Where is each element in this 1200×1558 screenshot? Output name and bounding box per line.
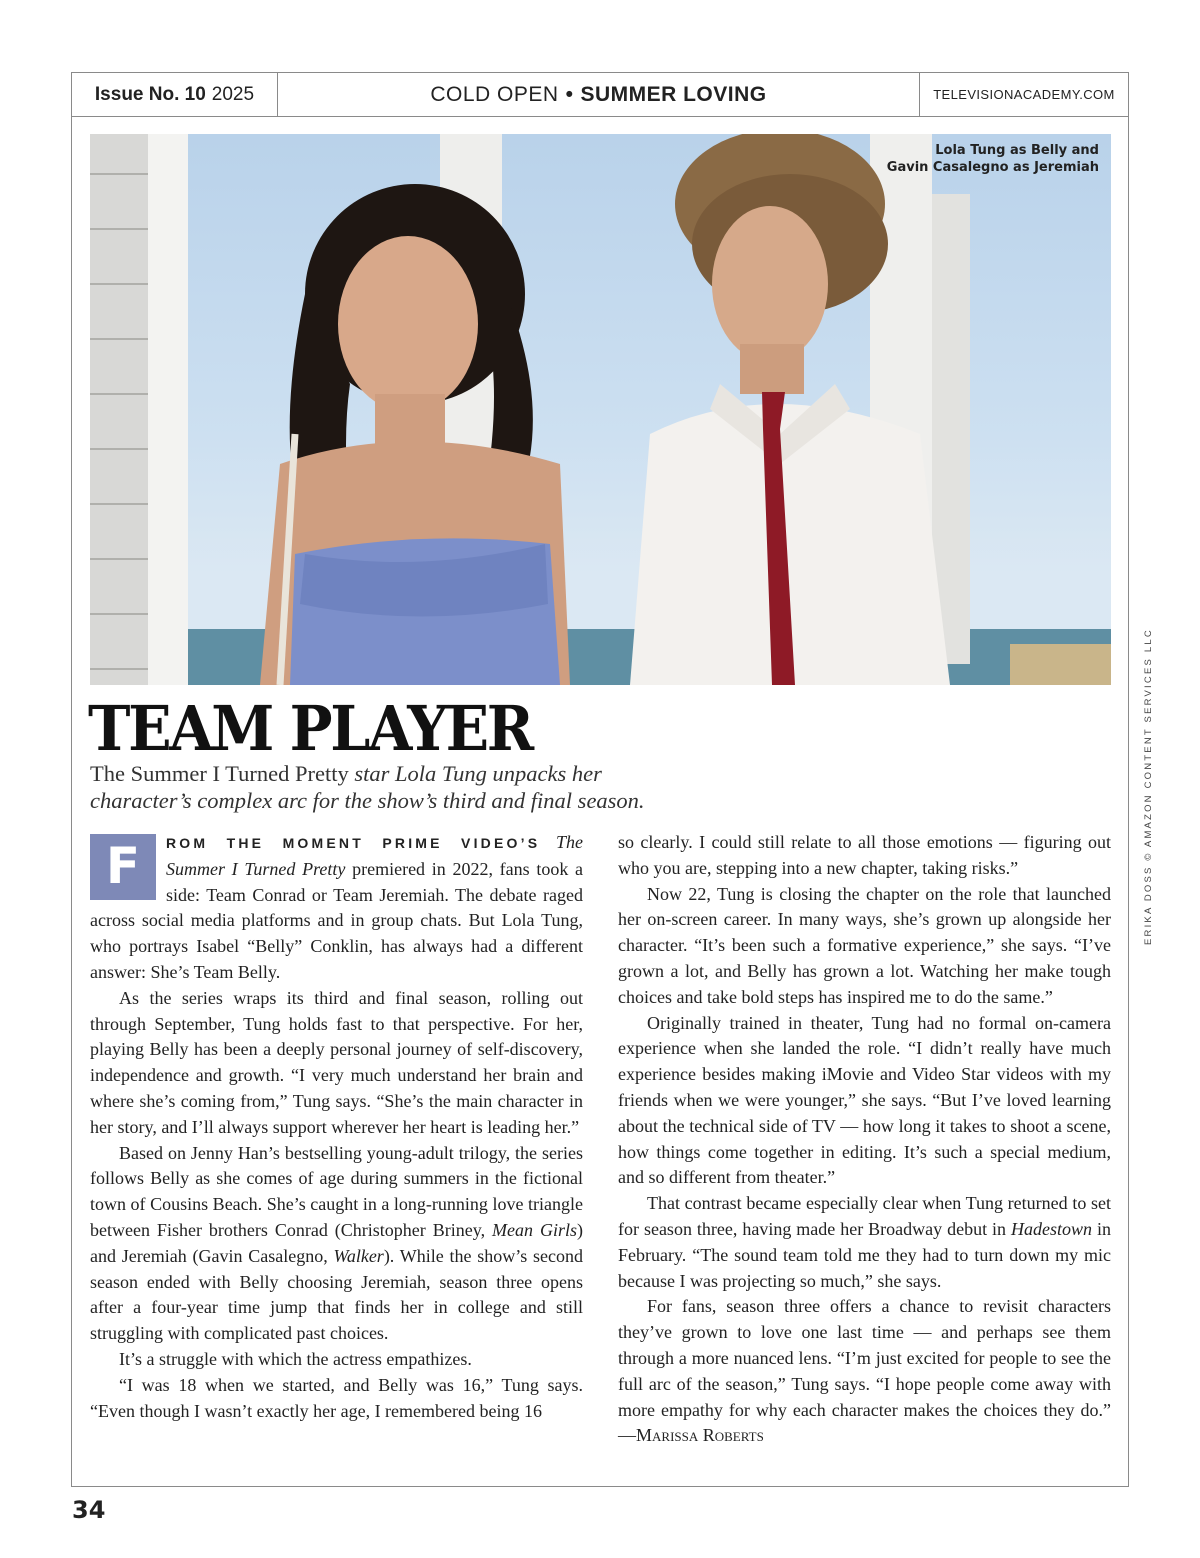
paragraph-1-text: premiered in 2022, fans took a side: Team Conrad or Team Jeremiah. The debate raged across social media platforms and in group chats. But Lola Tung, who portrays Isabel “Belly” Conklin, has always had a different answer: She’s Team Belly. xyxy=(90,858,584,982)
byline: Marissa Roberts xyxy=(636,1425,764,1446)
paragraph-2: As the series wraps its third and final season, rolling out through September, Tung holds fast to that perspective. For her, playing Belly has been a deeply personal journey of self-discovery, independence and growth. “I very much understand her brain and where she’s coming from,” Tung says. “She’s the main character in her story, and I’ll always support wherever her heart is leading her.” xyxy=(90,987,583,1137)
hero-photo-illustration xyxy=(90,134,1111,685)
issue-number: Issue No. 10 xyxy=(94,83,206,105)
paragraph-9 xyxy=(618,1294,1111,1449)
headline: TEAM PLAYER xyxy=(88,692,532,765)
paragraph-8-text-a: That contrast became especially clear when Tung returned to set for season three, having made her Broadway debut in xyxy=(618,1193,1111,1239)
title-hadestown: Hadestown xyxy=(1011,1218,1093,1239)
drop-cap: F xyxy=(90,834,156,900)
paragraph-4: It’s a struggle with which the actress empathizes. xyxy=(119,1348,472,1369)
paragraph-9-text: For fans, season three offers a chance to revisit characters they’ve grown to love one last time — and perhaps see them through a more nuanced lens. “I’m just excited for people to see the full arc of the season,” Tung says. “I hope people come away with more empathy for why each character makes the choices they do.” — xyxy=(618,1296,1111,1446)
paragraph-7: Originally trained in theater, Tung had no formal on-camera experience when she landed the role. “I didn’t really have much experience besides making iMovie and Video Star videos with my friends when we were younger,” she says. “But I’ve loved learning about the technical side of TV — how long it takes to shoot a scene, how things come together in editing. It’s such a special medium, and so different from theater.” xyxy=(618,1012,1111,1188)
deck-line-2: character’s complex arc for the show’s third and final season. xyxy=(90,788,645,813)
photo-caption xyxy=(887,142,1099,176)
header-bar xyxy=(71,72,1129,117)
paragraph-3-text-c: ). While the show’s second season ended with Belly choosing Jeremiah, season three opens after a four-year time jump that finds her in college and still struggling with complicated past choices. xyxy=(90,1245,583,1344)
deck xyxy=(90,760,690,814)
deck-show-title: The Summer I Turned Pretty xyxy=(90,761,349,786)
caption-line-1: Lola Tung as Belly and xyxy=(935,143,1099,158)
issue-label xyxy=(72,73,278,116)
paragraph-3-text-a: Based on Jenny Han’s bestselling young-adult trilogy, the series follows Belly as she comes of age during summers in the fictional town of Cousins Beach. She’s caught in a long-running love triangle between Fisher brothers Conrad (Christopher Briney, xyxy=(90,1142,583,1240)
paragraph-8-text-b: in February. “The sound team told me they had to turn down my mic because I was projecting so much,” she says. xyxy=(618,1218,1111,1291)
paragraph-8 xyxy=(618,1191,1111,1294)
site-link[interactable]: TELEVISIONACADEMY.COM xyxy=(933,87,1115,102)
issue-year: 2025 xyxy=(211,83,255,105)
title-mean-girls: Mean Girls xyxy=(492,1219,578,1240)
paragraph-5-continued: so clearly. I could still relate to all those emotions — figuring out who you are, stepping into a new chapter, taking risks.” xyxy=(618,832,1111,878)
section-title: SUMMER LOVING xyxy=(580,82,767,106)
paragraph-3-text-b: ) and Jeremiah (Gavin Casalegno, xyxy=(90,1219,584,1266)
lead-in-caps: ROM THE MOMENT PRIME VIDEO’S xyxy=(166,835,541,851)
section-label xyxy=(278,73,920,116)
deck-line-1: star Lola Tung unpacks her xyxy=(348,761,602,786)
paragraph-3 xyxy=(90,1141,583,1347)
article-column-right xyxy=(618,830,1111,1449)
page-number: 34 xyxy=(72,1496,106,1524)
article-column-left xyxy=(90,830,583,1424)
section-separator: • xyxy=(565,82,574,106)
paragraph-5: “I was 18 when we started, and Belly was 16,” Tung says. “Even though I wasn’t exactly her age, I remembered being 16 xyxy=(90,1374,583,1421)
hero-photo xyxy=(90,134,1111,685)
photo-credit: ERIKA DOSS © AMAZON CONTENT SERVICES LLC xyxy=(1143,628,1154,945)
paragraph-1 xyxy=(90,830,583,986)
caption-line-2: Gavin Casalegno as Jeremiah xyxy=(886,160,1099,175)
title-walker: Walker xyxy=(333,1245,384,1266)
paragraph-6: Now 22, Tung is closing the chapter on the role that launched her on-screen career. In many ways, she’s grown up alongside her character. “It’s been such a formative experience,” she says. “I’ve grown a lot, and Belly has grown a lot. Watching her make tough choices and take bold steps has inspired me to do the same.” xyxy=(618,883,1111,1007)
section-name: COLD OPEN xyxy=(430,82,559,106)
lead-in-show-title: The Summer I Turned Pretty xyxy=(166,832,583,879)
